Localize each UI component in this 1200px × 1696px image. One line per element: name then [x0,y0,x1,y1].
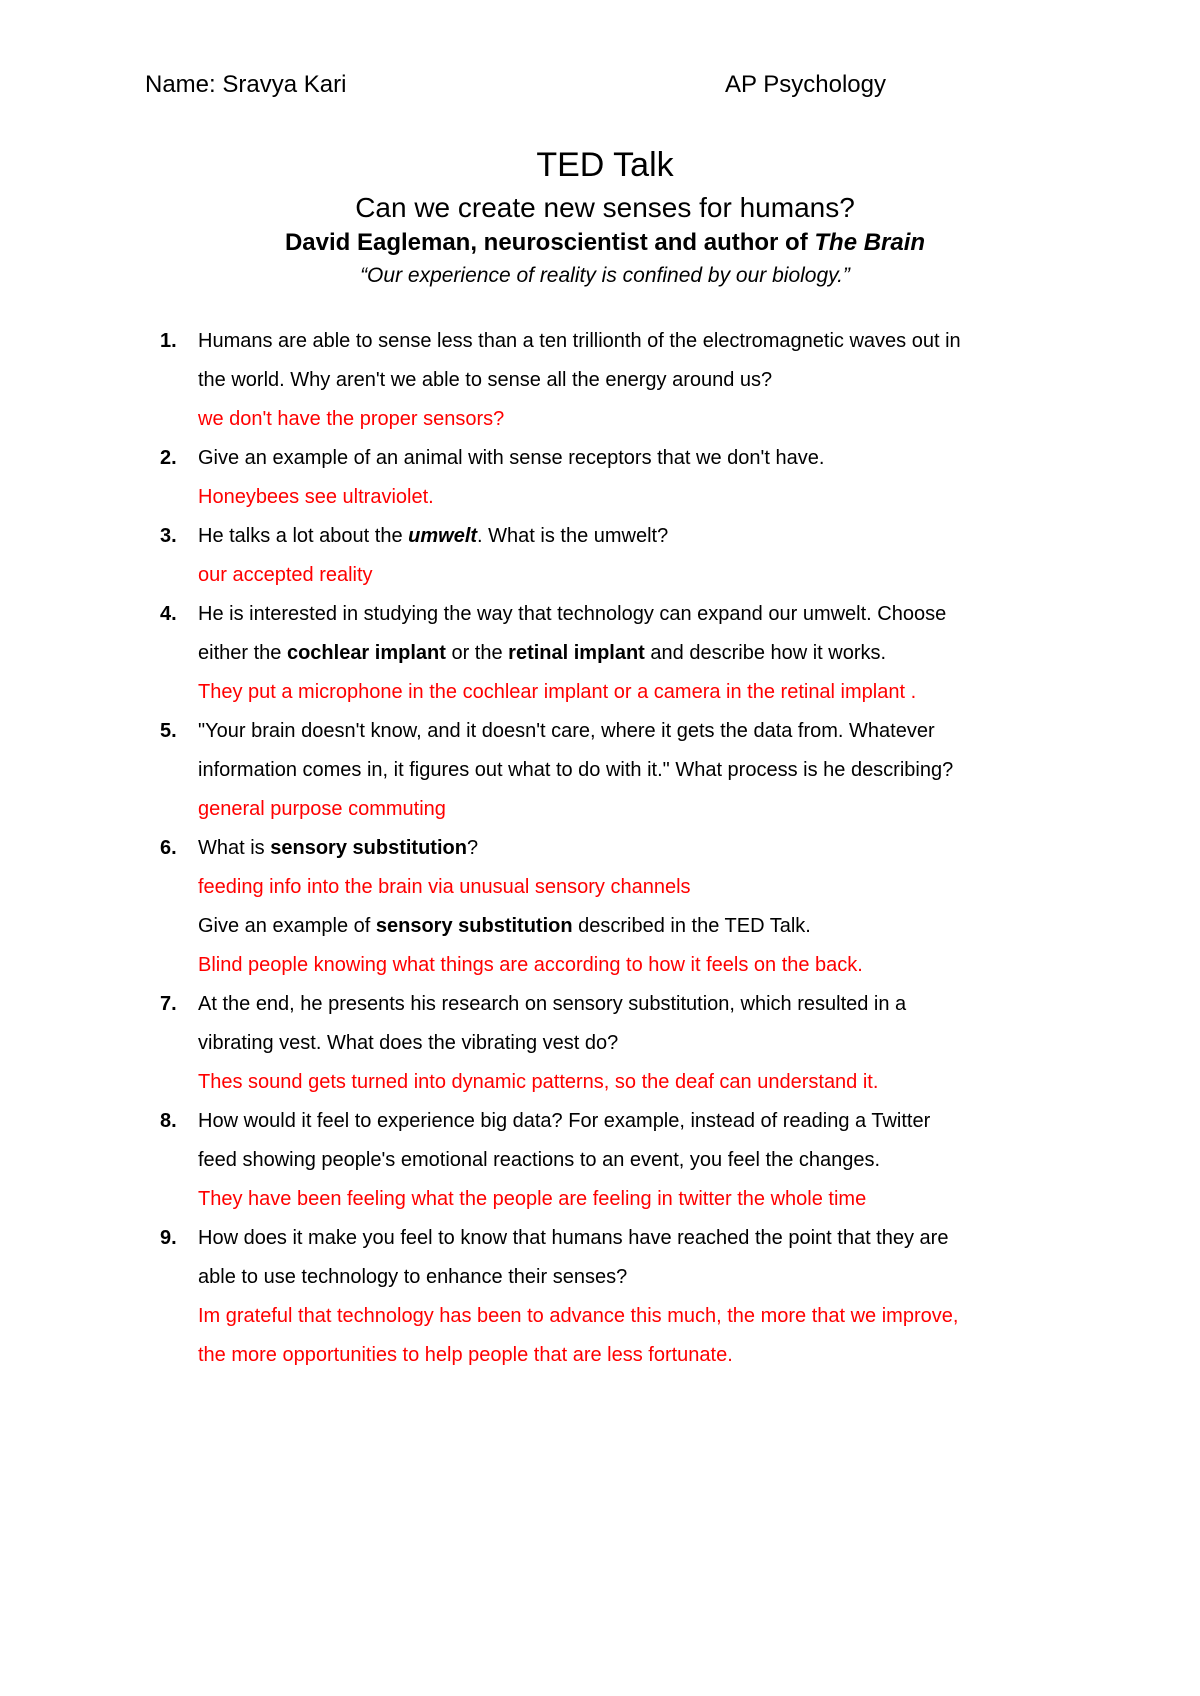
answer-text: Blind people knowing what things are according to how it feels on the back. [198,954,863,976]
question-text-part: described in the TED Talk. [572,915,811,937]
question-2 [160,439,1060,517]
question-text: "Your brain doesn't know, and it doesn't care, where it gets the data from. Whatever [198,720,935,742]
question-8 [160,1102,1060,1219]
question-7 [160,985,1060,1102]
question-text: He is interested in studying the way that technology can expand our umwelt. Choose [198,603,947,625]
question-text: How does it make you feel to know that humans have reached the point that they are [198,1227,949,1249]
question-text [198,829,1060,868]
question-text [198,517,1060,556]
question-text: Humans are able to sense less than a ten trillionth of the electromagnetic waves out in [198,330,961,352]
question-3 [160,517,1060,595]
question-5 [160,712,1060,829]
question-6 [160,829,1060,985]
question-number: 6. [160,837,177,859]
question-text-part: and describe how it works. [644,642,887,664]
key-term: retinal implant [508,642,645,664]
answer-text: the more opportunities to help people that are less fortunate. [198,1344,733,1366]
question-text: information comes in, it figures out what to do with it." What process is he describing? [198,759,954,781]
course-name: AP Psychology [725,71,886,98]
answer-text: They put a microphone in the cochlear implant or a camera in the retinal implant . [198,681,917,703]
question-text: Give an example of an animal with sense receptors that we don't have. [198,447,825,469]
question-text-part: . What is the umwelt? [477,525,669,547]
question-list [160,322,1060,1375]
question-number: 1. [160,330,177,352]
answer-text: Honeybees see ultraviolet. [198,486,434,508]
key-term: sensory substitution [375,915,573,937]
question-text: At the end, he presents his research on sensory substitution, which resulted in a [198,993,907,1015]
question-number: 4. [160,603,177,625]
speaker-text: David Eagleman, neuroscientist and author of [284,229,815,256]
key-term: sensory substitution [270,837,467,859]
question-text-part: or the [445,642,509,664]
question-text-part: either the [198,642,287,664]
question-number: 8. [160,1110,177,1132]
question-text [198,634,1060,673]
question-text: feed showing people's emotional reactions to an event, you feel the changes. [198,1149,881,1171]
question-text-part: ? [466,837,479,859]
answer-text: feeding info into the brain via unusual sensory channels [198,876,691,898]
question-text-part: What is [198,837,271,859]
key-term: cochlear implant [286,642,446,664]
question-text [198,907,1060,946]
answer-text: Thes sound gets turned into dynamic patterns, so the deaf can understand it. [198,1071,879,1093]
question-number: 3. [160,525,177,547]
question-text-part: Give an example of [198,915,376,937]
question-number: 9. [160,1227,177,1249]
question-9 [160,1219,1060,1375]
student-name: Name: Sravya Kari [145,71,347,98]
question-4 [160,595,1060,712]
page-title: TED Talk [536,146,674,184]
title-block [0,143,1200,291]
question-1 [160,322,1060,439]
answer-text: our accepted reality [198,564,373,586]
speaker-quote: “Our experience of reality is confined by our biology.” [360,264,850,287]
book-title: The Brain [814,229,926,256]
talk-title: Can we create new senses for humans? [355,192,855,223]
question-number: 2. [160,447,177,469]
question-text-part: He talks a lot about the [198,525,409,547]
key-term: umwelt [408,525,478,547]
answer-text: general purpose commuting [198,798,446,820]
question-text: able to use technology to enhance their senses? [198,1266,628,1288]
question-text: vibrating vest. What does the vibrating vest do? [198,1032,619,1054]
question-text: How would it feel to experience big data? For example, instead of reading a Twitter [198,1110,931,1132]
question-number: 5. [160,720,177,742]
answer-text: They have been feeling what the people are feeling in twitter the whole time [198,1188,867,1210]
speaker-line [0,227,1200,259]
question-number: 7. [160,993,177,1015]
question-text: the world. Why aren't we able to sense all the energy around us? [198,369,773,391]
answer-text: Im grateful that technology has been to advance this much, the more that we improve, [198,1305,959,1327]
answer-text: we don't have the proper sensors? [198,408,505,430]
